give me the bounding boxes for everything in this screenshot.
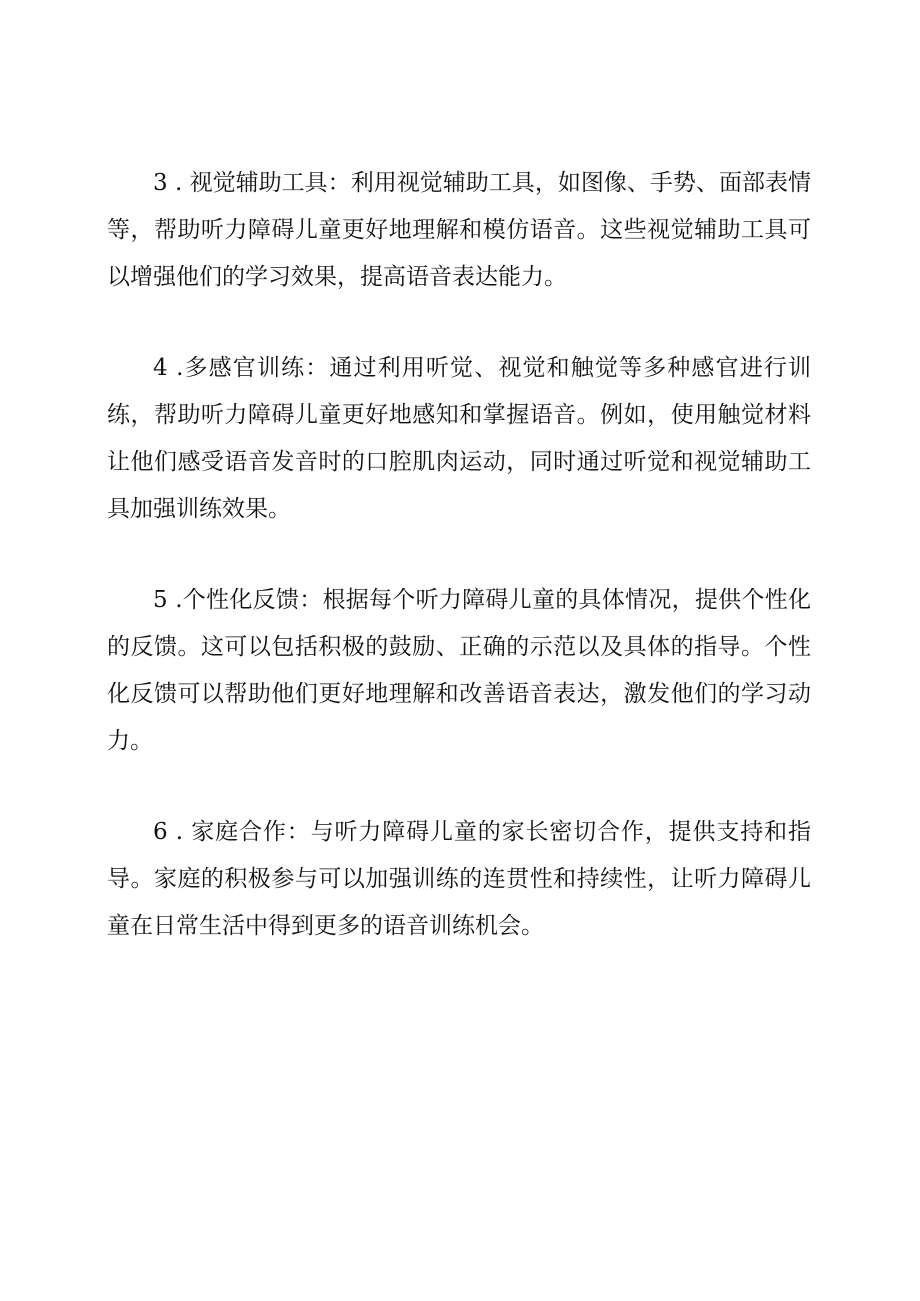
paragraph-visual-aids: 3 . 视觉辅助工具：利用视觉辅助工具，如图像、手势、面部表情等，帮助听力障碍儿童更好地理解和模仿语音。这些视觉辅助工具可以增强他们的学习效果，提高语音表达能力。 (107, 170, 811, 290)
paragraph-personalized-feedback: 5 .个性化反馈：根据每个听力障碍儿童的具体情况，提供个性化的反馈。这可以包括积极的鼓励、正确的示范以及具体的指导。个性化反馈可以帮助他们更好地理解和改善语音表达，激发他们的学习动力。 (107, 587, 811, 754)
paragraph-multisensory-training: 4 .多感官训练：通过利用听觉、视觉和触觉等多种感官进行训练，帮助听力障碍儿童更好地感知和掌握语音。例如，使用触觉材料让他们感受语音发音时的口腔肌肉运动，同时通过听觉和视觉辅助工具加强训练效果。 (107, 355, 811, 522)
document-body (107, 160, 811, 950)
paragraph-family-cooperation: 6 . 家庭合作：与听力障碍儿童的家长密切合作，提供支持和指导。家庭的积极参与可以加强训练的连贯性和持续性，让听力障碍儿童在日常生活中得到更多的语音训练机会。 (107, 819, 811, 939)
